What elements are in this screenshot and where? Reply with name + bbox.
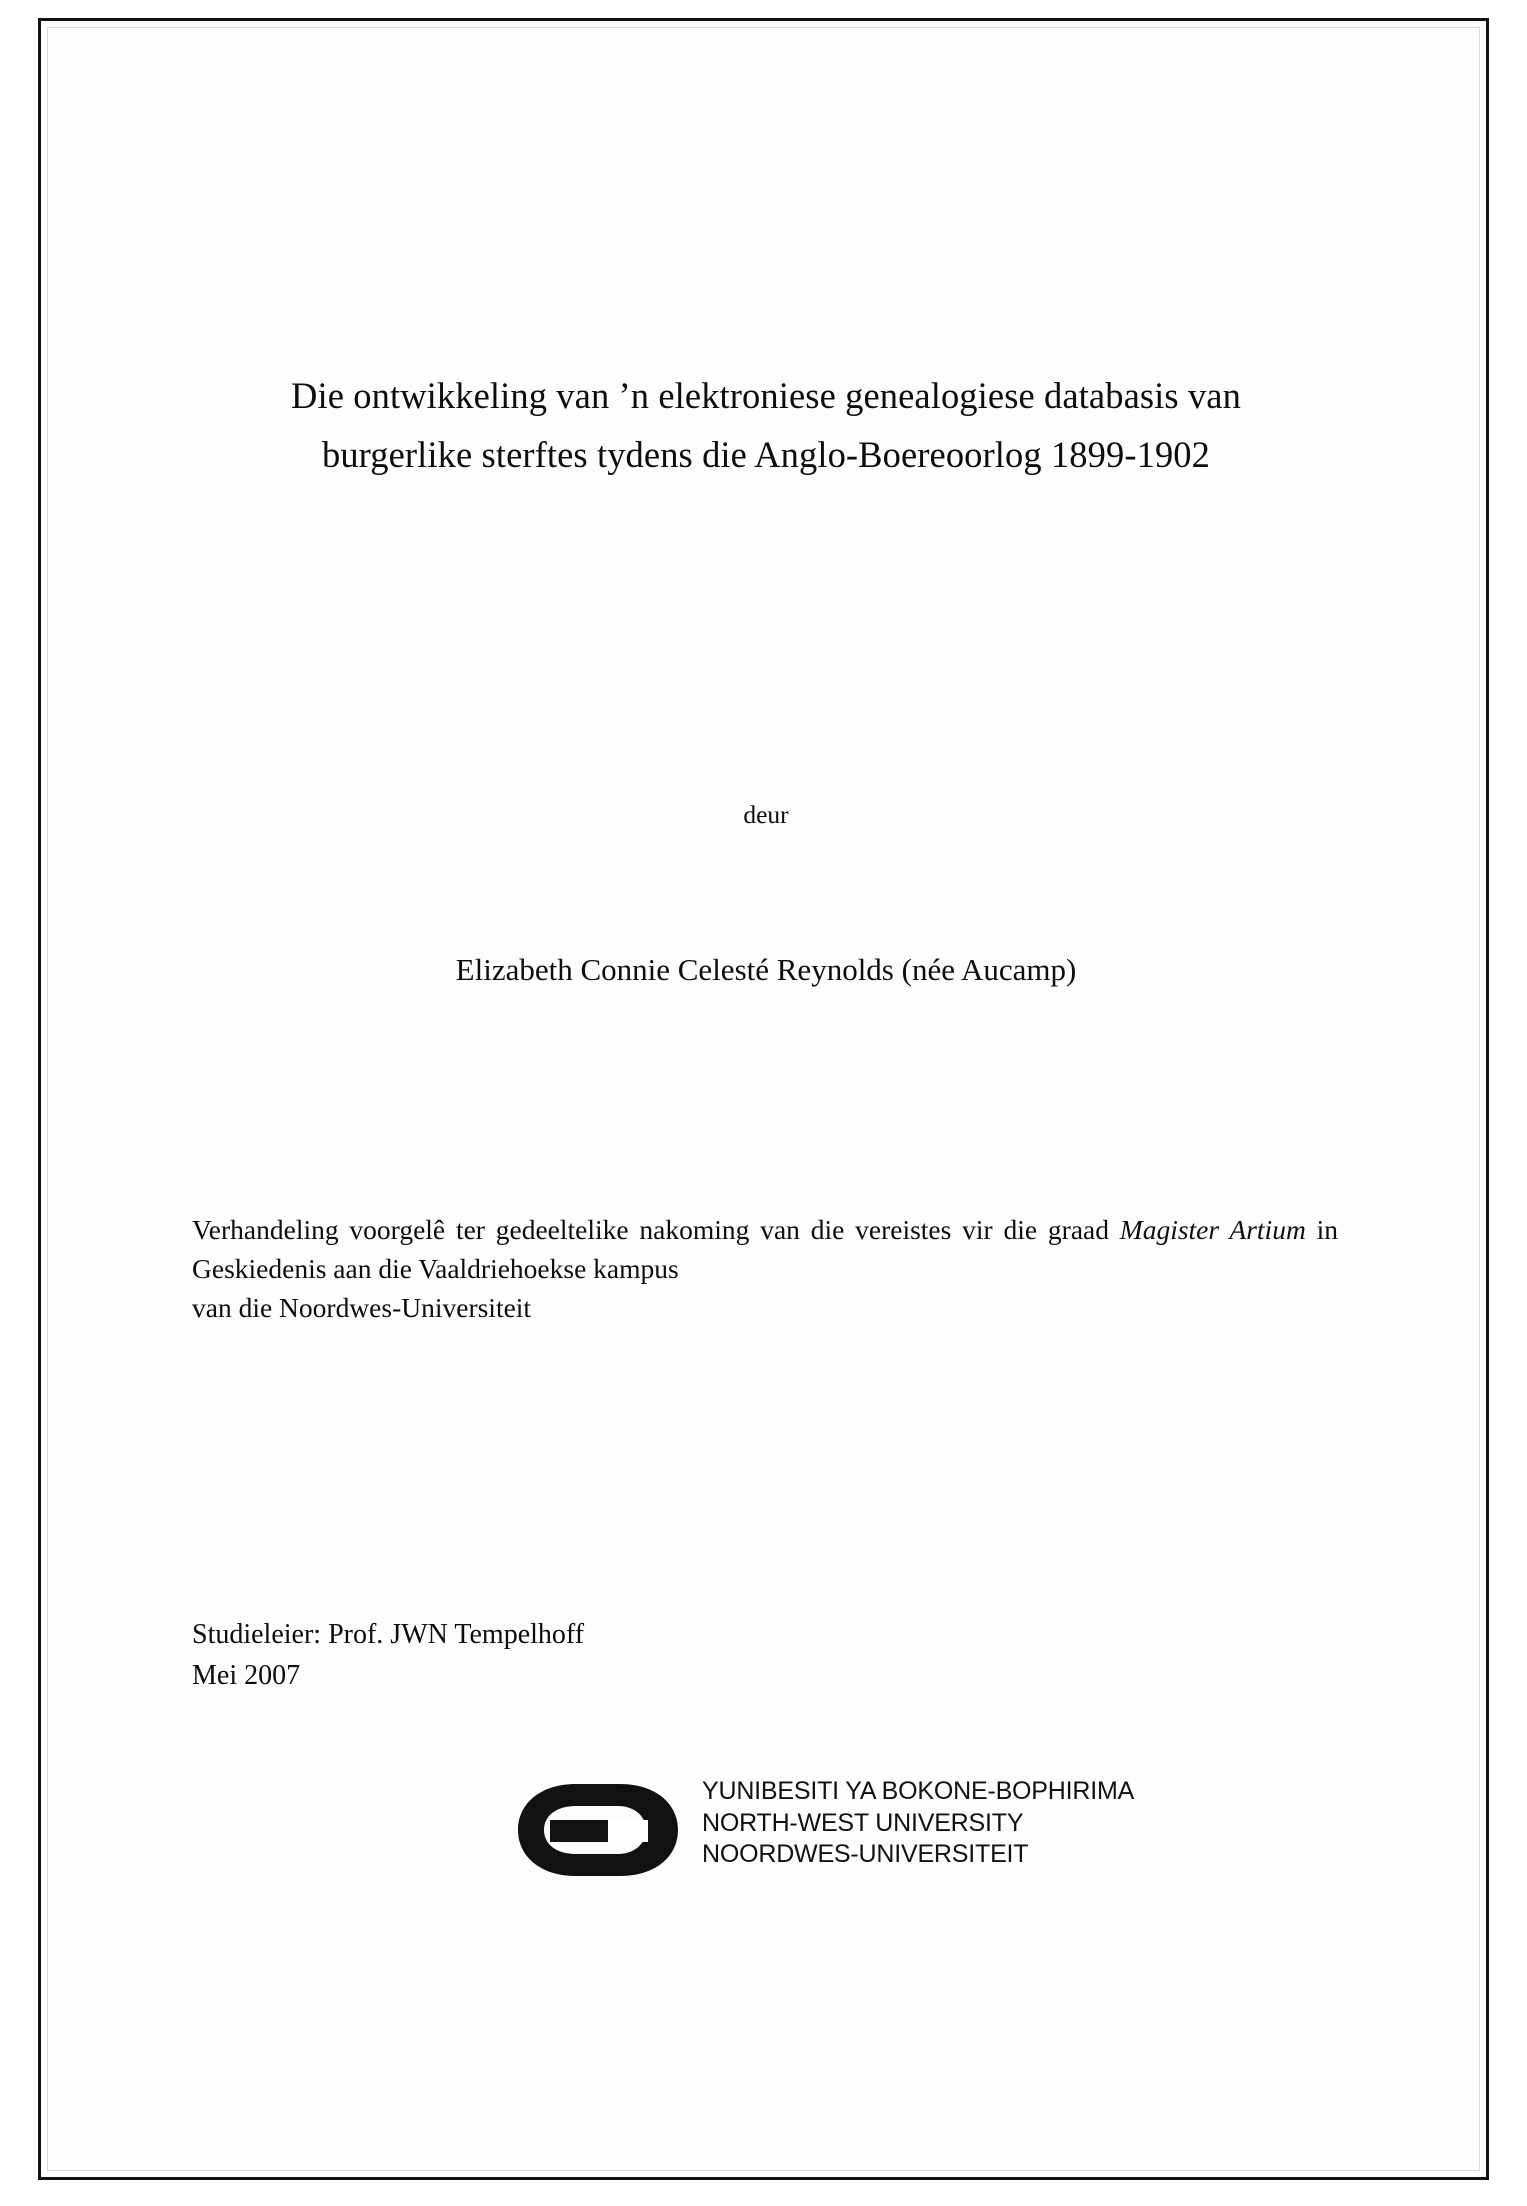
nwu-logo-icon [506,1778,696,1882]
title-line-1: Die ontwikkeling van ’n elektroniese genealogiese databasis van [291,375,1241,416]
page-title [186,366,1346,484]
logo-line-1: YUNIBESITI YA BOKONE-BOPHIRIMA [702,1777,1135,1805]
date-line: Mei 2007 [192,1659,301,1691]
supervisor-line: Studieleier: Prof. JWN Tempelhoff [192,1619,585,1650]
university-logo [506,1772,1246,1892]
degree-statement [192,1210,1338,1327]
title-page-content [186,0,1346,2206]
author-name: Elizabeth Connie Celesté Reynolds (née Aucamp) [455,952,1077,987]
supervisor-block [192,1615,1192,1696]
logo-line-2: NORTH-WEST UNIVERSITY [702,1808,1024,1837]
degree-statement-paragraph [192,1210,1338,1288]
statement-part-3: van die Noordwes-Universiteit [192,1292,532,1324]
by-label: deur [743,800,789,829]
degree-name: Magister Artium [1119,1214,1306,1245]
title-line-2: burgerlike sterftes tydens die Anglo-Boereoorlog 1899-1902 [321,434,1211,476]
statement-part-2: in Geskiedenis aan die Vaaldriehoekse kampus [192,1214,1339,1285]
logo-line-3: NOORDWES-UNIVERSITEIT [702,1840,1029,1868]
statement-part-1: Verhandeling voorgelê ter gedeeltelike nakoming van die vereistes vir die graad [192,1214,1120,1245]
university-logo-text [702,1776,1134,1871]
